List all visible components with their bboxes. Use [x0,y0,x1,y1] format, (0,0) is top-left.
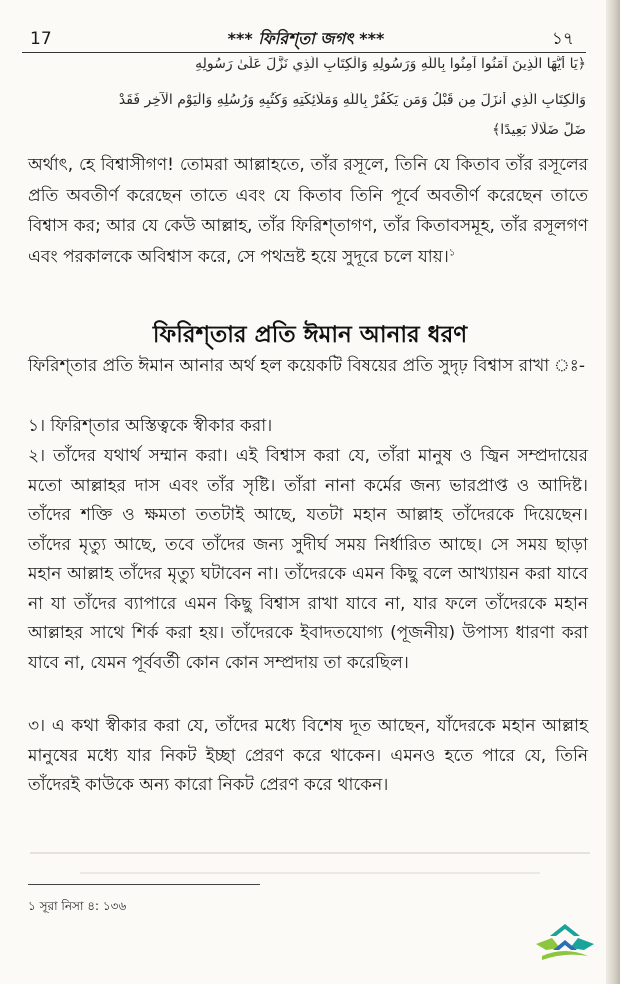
show-through-mark [30,852,590,854]
arabic-verse-line-3: ضَلَّ ضَلَالًا بَعِيدًا﴾ [492,122,586,138]
logo-top-chevron [550,924,580,936]
show-through-mark [80,872,540,874]
section-heading: ফিরিশ্‌তার প্রতি ঈমান আনার ধরণ [152,322,468,348]
logo-bottom-wave [542,951,588,960]
page-number-right: ১৭ [551,29,574,49]
list-item-2: ২। তাঁদের যথার্থ সম্মান করা। এই বিশ্বাস করা যে, তাঁরা মানুষ ও জ্বিন সম্প্রদায়ের মতো আল্লাহর দাস এবং তাঁর সৃষ্টি। তাঁরা নানা কর্মের জন্য ভারপ্রাপ্ত ও আদিষ্ট। তাঁদের শক্তি ও ক্ষমতা ততটাই আছে, যতটা মহান আল্লাহ তাঁদেরকে দিয়েছেন। তাঁদের মৃত্যু আছে, তবে তাঁদের জন্য সুদীর্ঘ সময় নির্ধারিত আছে। সে সময় ছাড়া মহান আল্লাহ তাঁদের মৃত্যু ঘটাবেন না। তাঁদেরকে এমন কিছু বলে আখ্যায়ন করা যাবে না যা তাঁদের ব্যাপারে এমন কিছু বিশ্বাস রাখা যাবে না, যার ফলে তাঁদেরকে মহান আল্লাহর সাথে শির্ক করা হয়। তাঁদেরকে ইবাদতযোগ্য (পূজনীয়) উপাস্য ধারণা করা যাবে না, যেমন পূর্ববর্তী কোন কোন সম্প্রদায় তা করেছিল। [28,446,588,673]
header-rule [22,52,586,53]
list-item-3: ৩। এ কথা স্বীকার করা যে, তাঁদের মধ্যে বিশেষ দূত আছেন, যাঁদেরকে মহান আল্লাহ মানুষের মধ্যে যার নিকট ইচ্ছা প্রেরণ করে থাকেন। এমনও হতে পারে যে, তিনি তাঁদেরই কাউকে অন্য কারো নিকট প্রেরণ করে থাকেন। [28,716,588,795]
running-header [22,28,590,50]
footnote: ১ সূরা নিসা ৪: ১৩৬ [28,899,127,913]
running-title: *** ফিরিশ্‌তা জগৎ *** [227,29,385,48]
intro-paragraph: ফিরিশ্‌তার প্রতি ঈমান আনার অর্থ হল কয়েকটি বিষয়ের প্রতি সুদৃঢ় বিশ্বাস রাখা ঃ- [28,356,585,376]
translation-text: অর্থাৎ, হে বিশ্বাসীগণ! তোমরা আল্লাহতে, তাঁর রসূলে, তিনি যে কিতাব তাঁর রসূলের প্রতি অবতীর্ণ করেছেন তাতে এবং যে কিতাব তিনি পূর্বে অবতীর্ণ করেছেন তাতে বিশ্বাস কর; আর যে কেউ আল্লাহ, তাঁর ফিরিশ্‌তাগণ, তাঁর কিতাবসমূহ, তাঁর রসূলগণ এবং পরকালকে অবিশ্বাস করে, সে পথভ্রষ্ট হয়ে সুদূরে চলে যায়। [28,155,588,267]
arabic-verse-line-1: ﴿يَا أَيُّهَا الَّذِينَ آمَنُوا آمِنُوا بِاللَّهِ وَرَسُولِهِ وَالْكِتَابِ الَّذِي نَزَّلَ عَلَىٰ رَسُولِهِ [195,56,586,72]
verse-translation [28,150,588,272]
page-edge [606,0,620,984]
arabic-verse-line-2: وَالْكِتَابِ الَّذِي أَنزَلَ مِن قَبْلُ وَمَن يَكْفُرْ بِاللَّهِ وَمَلَائِكَتِهِ وَكُتُبِهِ وَرُسُلِهِ وَالْيَوْمِ الْآخِرِ فَقَدْ [118,92,586,108]
page-number-left: 17 [30,29,52,49]
publisher-logo-icon [534,922,596,964]
footnote-rule [28,884,260,885]
footnote-marker: ১ [448,246,456,258]
list-item-1: ১। ফিরিশ্‌তার অস্তিত্বকে স্বীকার করা। [28,416,273,436]
